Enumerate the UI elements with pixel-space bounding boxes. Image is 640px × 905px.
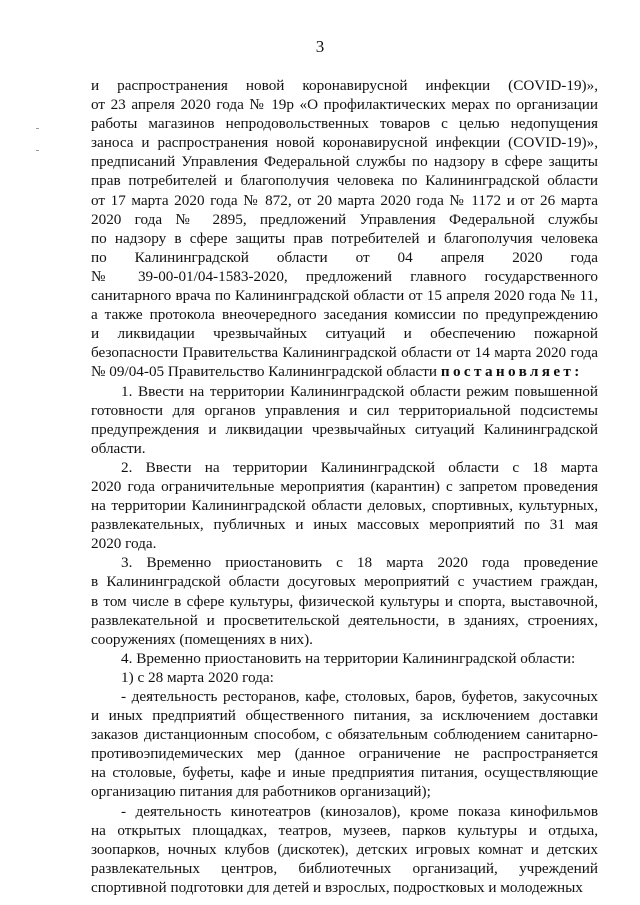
text-line [91, 477, 598, 496]
paragraph [91, 802, 598, 897]
text-line [91, 630, 598, 649]
text-line [91, 420, 598, 439]
text-line [91, 343, 598, 362]
resolution-keyword: постановляет: [440, 363, 583, 381]
line-text: готовности для органов управления и сил территориальной подсистемы [91, 401, 598, 419]
line-text: организацию питания для работников организаций); [91, 783, 431, 801]
text-line [91, 439, 598, 458]
text-line [91, 324, 598, 343]
text-line [91, 592, 598, 611]
line-text: в Калининградской области досуговых мероприятий с участием граждан, [91, 573, 598, 591]
text-line [91, 362, 598, 381]
text-line [91, 878, 598, 897]
line-text: сооружениях (помещениях в них). [91, 630, 313, 648]
line-text: - деятельность кинотеатров (кинозалов), кроме показа кинофильмов [121, 802, 598, 820]
line-text: по Калининградской области от 04 апреля 2020 года [91, 248, 598, 266]
text-line [91, 191, 598, 210]
text-line [91, 611, 598, 630]
text-line [91, 458, 598, 477]
line-text: работы магазинов непродовольственных товаров с целью недопущения [91, 115, 598, 133]
line-text: и иных предприятий общественного питания, за исключением доставки [91, 707, 598, 725]
line-text: области. [91, 439, 146, 457]
line-text: безопасности Правительства Калининградской области от 14 марта 2020 года [91, 344, 598, 362]
line-text: развлекательных центров, библиотечных организаций, учреждений [91, 859, 598, 877]
text-line [91, 401, 598, 420]
text-line [91, 706, 598, 725]
margin-mark [36, 128, 39, 129]
line-text: по надзору в сфере защиты прав потребителей и благополучия человека [91, 229, 598, 247]
text-line [91, 114, 598, 133]
line-text: развлекательной и просветительской деятельности, в зданиях, строениях, [91, 611, 598, 629]
text-line [91, 572, 598, 591]
line-text: № 39-00-01/04-1583-2020, предложений главного государственного [91, 267, 598, 285]
line-text: спортивной подготовки для детей и взрослых, подростковых и молодежных [91, 878, 583, 896]
text-line [91, 229, 598, 248]
text-line [91, 687, 598, 706]
text-line [91, 152, 598, 171]
document-body [91, 76, 598, 897]
text-line [91, 668, 598, 687]
line-text: в том числе в сфере культуры, физической культуры и спорта, выставочной, [91, 592, 598, 610]
line-text: № 09/04-05 Правительство Калининградской области [91, 363, 438, 381]
paragraph [91, 458, 598, 553]
text-line [91, 534, 598, 553]
line-text: 3. Временно приостановить с 18 марта 2020 года проведение [121, 554, 598, 572]
paragraph [91, 76, 598, 382]
line-text: от 23 апреля 2020 года № 19р «О профилактических мерах по организации [91, 96, 598, 114]
line-text: зоопарков, ночных клубов (дискотек), детских игровых комнат и детских [91, 840, 598, 858]
text-line [91, 763, 598, 782]
line-text: на столовые, буфеты, кафе и иные предприятия питания, осуществляющие [91, 764, 598, 782]
margin-mark [36, 150, 39, 151]
line-text: на открытых площадках, театров, музеев, парков культуры и отдыха, [91, 821, 598, 839]
line-text: прав потребителей и благополучия человека по Калининградской области [91, 172, 598, 190]
text-line [91, 76, 598, 95]
text-line [91, 496, 598, 515]
text-line [91, 553, 598, 572]
line-text: 2020 года № 2895, предложений Управления Федеральной службы [91, 210, 598, 228]
line-text: 1) с 28 марта 2020 года: [121, 668, 274, 686]
text-line [91, 859, 598, 878]
line-text: противоэпидемических мер (данное ограничение не распространяется [91, 745, 598, 763]
text-line [91, 840, 598, 859]
line-text: 4. Временно приостановить на территории Калининградской области: [121, 649, 576, 667]
paragraph [91, 382, 598, 458]
text-line [91, 802, 598, 821]
text-line [91, 382, 598, 401]
text-line [91, 515, 598, 534]
paragraph [91, 668, 598, 687]
text-line [91, 649, 598, 668]
text-line [91, 821, 598, 840]
line-text: и ликвидации чрезвычайных ситуаций и обеспечению пожарной [91, 325, 598, 343]
line-text: 2020 года ограничительные мероприятия (карантин) с запретом проведения [91, 477, 598, 495]
line-text: а также протокола внеочередного заседания комиссии по предупреждению [91, 306, 598, 324]
text-line [91, 248, 598, 267]
paragraph [91, 687, 598, 802]
line-text: заказов дистанционным способом, с обязательным соблюдением санитарно- [91, 726, 598, 744]
text-line [91, 133, 598, 152]
paragraph [91, 649, 598, 668]
text-line [91, 267, 598, 286]
line-text: 2. Ввести на территории Калининградской области с 18 марта [121, 458, 598, 476]
text-line [91, 744, 598, 763]
text-line [91, 305, 598, 324]
line-text: развлекательных, публичных и иных массовых мероприятий по 31 мая [91, 516, 598, 534]
line-text: - деятельность ресторанов, кафе, столовых, баров, буфетов, закусочных [121, 688, 598, 705]
paragraph [91, 553, 598, 648]
line-text: предписаний Управления Федеральной службы по надзору в сфере защиты [91, 153, 598, 171]
text-line [91, 210, 598, 229]
line-text: заноса и распространения новой коронавирусной инфекции (COVID-19)», [91, 134, 598, 152]
text-line [91, 95, 598, 114]
text-line [91, 171, 598, 190]
line-text: на территории Калининградской области деловых, спортивных, культурных, [91, 497, 598, 515]
line-text: и распространения новой коронавирусной инфекции (COVID-19)», [91, 77, 598, 94]
line-text: 1. Ввести на территории Калининградской области режим повышенной [121, 382, 598, 400]
text-line [91, 725, 598, 744]
line-text: 2020 года. [91, 535, 157, 553]
line-text: предупреждения и ликвидации чрезвычайных ситуаций Калининградской [91, 420, 598, 438]
line-text: от 17 марта 2020 года № 872, от 20 марта 2020 года № 1172 и от 26 марта [91, 191, 598, 209]
text-line [91, 286, 598, 305]
text-line [91, 782, 598, 801]
line-text: санитарного врача по Калининградской области от 15 апреля 2020 года № 11, [91, 287, 598, 305]
page-number: 3 [315, 37, 325, 56]
